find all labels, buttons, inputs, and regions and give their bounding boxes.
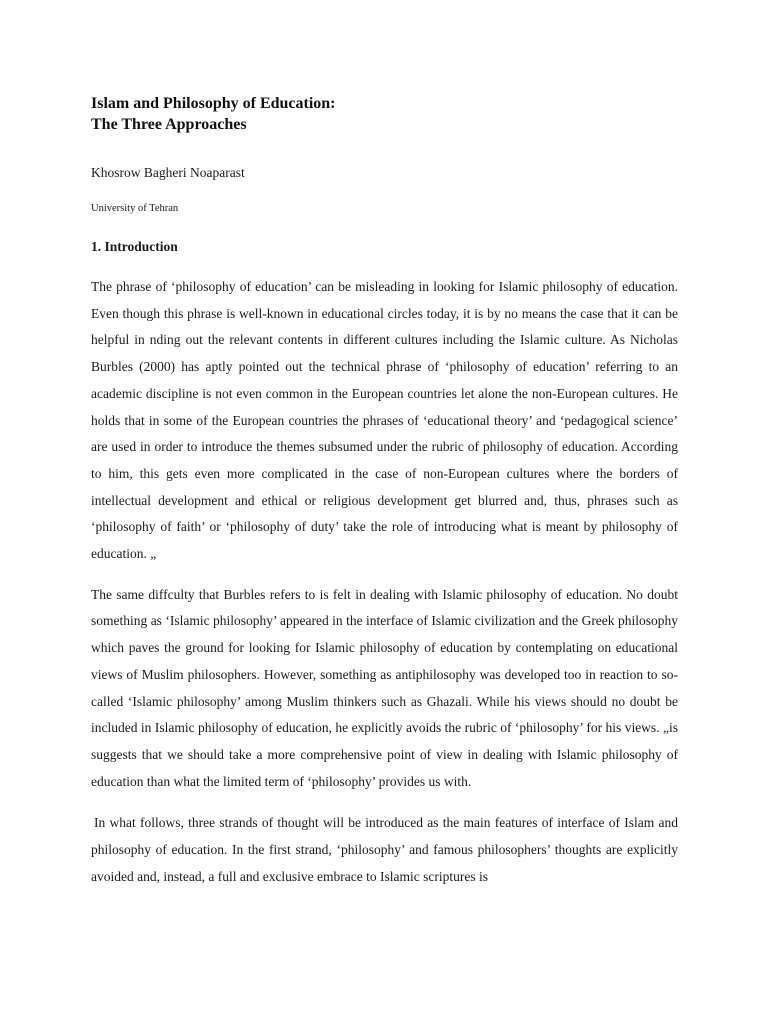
paragraph-2: The same diffculty that Burbles refers to is felt in dealing with Islamic philosophy of education. No doubt something as ‘Islamic philosophy’ appeared in the interface of Islamic civilization and the Greek philosophy which paves the ground for looking for Islamic philosophy of education by contemplating on educational views of Muslim philosophers. However, something as antiphilosophy was developed too in reaction to so-called ‘Islamic philosophy’ among Muslim thinkers such as Ghazali. While his views should no doubt be included in Islamic philosophy of education, he explicitly avoids the rubric of ‘philosophy’ for his views. „is suggests that we should take a more comprehensive point of view in dealing with Islamic philosophy of education than what the limited term of ‘philosophy’ provides us with. — [91, 586, 678, 789]
paragraph-3: In what follows, three strands of thought will be introduced as the main features of interface of Islam and philosophy of education. In the first strand, ‘philosophy’ and famous philosophers’ thoughts are explicitly avoided and, instead, a full and exclusive embrace to Islamic scriptures is — [91, 815, 678, 884]
author-affiliation: University of Tehran — [91, 203, 179, 214]
author-name: Khosrow Bagheri Noaparast — [91, 165, 245, 180]
document-page — [91, 93, 678, 890]
document-title — [91, 93, 678, 135]
title-line-1: Islam and Philosophy of Education: — [91, 95, 336, 112]
paragraph-1: The phrase of ‘philosophy of education’ can be misleading in looking for Islamic philosophy of education. Even though this phrase is well-known in educational circles today, it is by no means the case that it can be helpful in nding out the relevant contents in different cultures including the Islamic culture. As Nicholas Burbles (2000) has aptly pointed out the technical phrase of ‘philosophy of education’ referring to an academic discipline is not even common in the European countries let alone the non-European cultures. He holds that in some of the European countries the phrases of ‘educational theory’ and ‘pedagogical science’ are used in order to introduce the themes subsumed under the rubric of philosophy of education. According to him, this gets even more complicated in the case of non-European cultures where the borders of intellectual development and ethical or religious development get blurred and, thus, phrases such as ‘philosophy of faith’ or ‘philosophy of duty’ take the role of introducing what is meant by philosophy of education. „ — [91, 279, 678, 562]
section-heading: 1. Introduction — [91, 239, 178, 254]
title-line-2: The Three Approaches — [91, 116, 247, 133]
